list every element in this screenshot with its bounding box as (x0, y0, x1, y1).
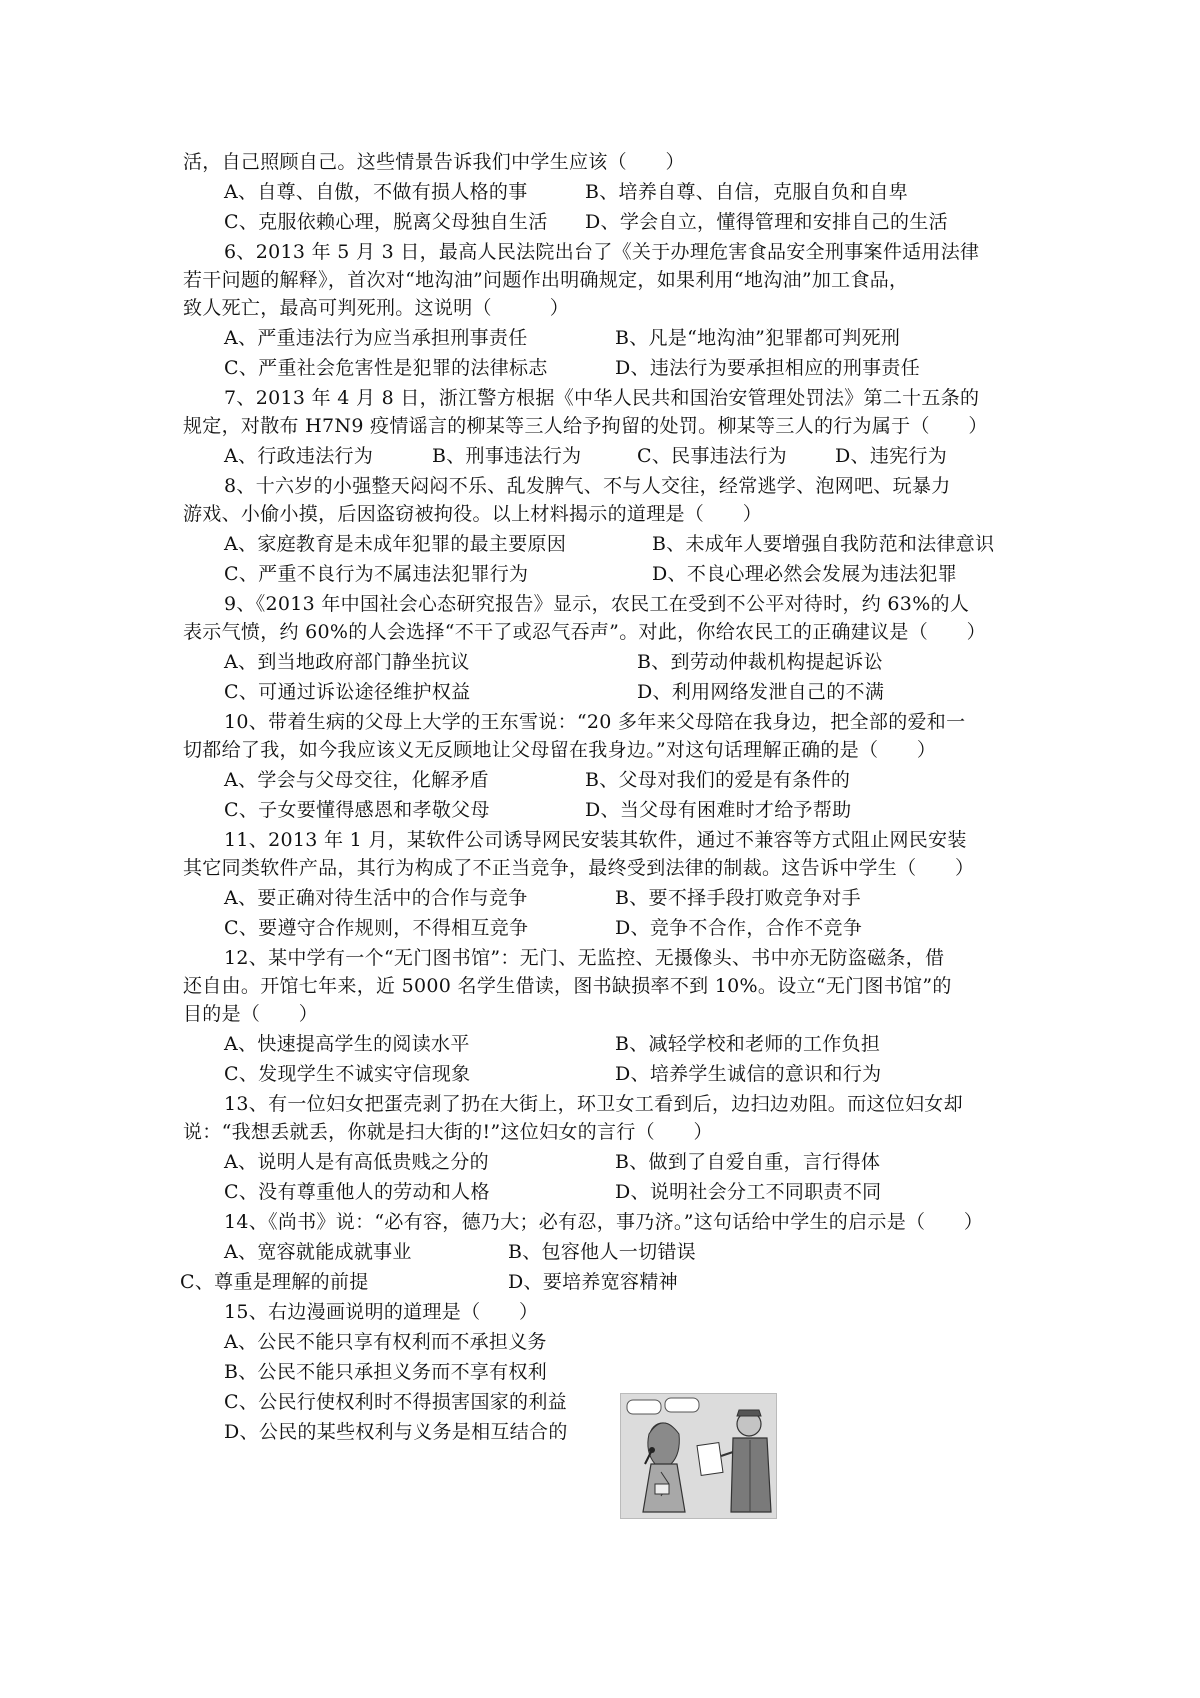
q12-option-a: A、快速提高学生的阅读水平 (224, 1033, 470, 1055)
q11-option-a: A、要正确对待生活中的合作与竞争 (224, 887, 528, 909)
q14-option-a: A、宽容就能成就事业 (224, 1241, 412, 1263)
q7-option-c: C、民事违法行为 (637, 445, 787, 467)
q9-stem-line2: 表示气愤，约 60%的人会选择“不干了或忍气吞声”。对此，你给农民工的正确建议是（ ） (183, 621, 986, 643)
q7-option-a: A、行政违法行为 (224, 445, 374, 467)
q10-option-d: D、当父母有困难时才给予帮助 (585, 799, 852, 821)
q12-option-d: D、培养学生诚信的意识和行为 (615, 1063, 882, 1085)
q13-stem-line2: 说：“我想丢就丢，你就是扫大街的!”这位妇女的言行（ ） (183, 1121, 713, 1143)
q9-option-d: D、利用网络发泄自己的不满 (637, 681, 885, 703)
q10-option-b: B、父母对我们的爱是有条件的 (585, 769, 851, 791)
q15-option-d: D、公民的某些权利与义务是相互结合的 (224, 1421, 568, 1443)
q11-option-d: D、竞争不合作，合作不竞争 (615, 917, 863, 939)
q6-option-c: C、严重社会危害性是犯罪的法律标志 (224, 357, 548, 379)
q13-option-c: C、没有尊重他人的劳动和人格 (224, 1181, 490, 1203)
q13-option-b: B、做到了自爱自重，言行得体 (615, 1151, 881, 1173)
q11-stem-line1: 11、2013 年 1 月，某软件公司诱导网民安装其软件，通过不兼容等方式阻止网民安装 (224, 829, 967, 851)
q12-option-c: C、发现学生不诚实守信现象 (224, 1063, 471, 1085)
q6-option-a: A、严重违法行为应当承担刑事责任 (224, 327, 528, 349)
q8-option-a: A、家庭教育是未成年犯罪的最主要原因 (224, 533, 567, 555)
q15-stem-line1: 15、右边漫画说明的道理是（ ） (224, 1301, 539, 1323)
q7-option-b: B、刑事违法行为 (432, 445, 582, 467)
q6-option-d: D、违法行为要承担相应的刑事责任 (615, 357, 921, 379)
q10-stem-line2: 切都给了我，如今我应该义无反顾地让父母留在我身边。”对这句话理解正确的是（ ） (183, 739, 937, 761)
q10-stem-line1: 10、带着生病的父母上大学的王东雪说：“20 多年来父母陪在我身边，把全部的爱和一 (224, 711, 966, 733)
q9-option-b: B、到劳动仲裁机构提起诉讼 (637, 651, 883, 673)
q14-option-d: D、要培养宽容精神 (508, 1271, 678, 1293)
q10-option-c: C、子女要懂得感恩和孝敬父母 (224, 799, 490, 821)
q13-stem-line1: 13、有一位妇女把蛋壳剥了扔在大街上，环卫女工看到后，边扫边劝阻。而这位妇女却 (224, 1093, 963, 1115)
q15-option-b: B、公民不能只承担义务而不享有权利 (224, 1361, 548, 1383)
q13-option-a: A、说明人是有高低贵贱之分的 (224, 1151, 489, 1173)
q12-option-b: B、减轻学校和老师的工作负担 (615, 1033, 881, 1055)
q12-stem-line2: 还自由。开馆七年来，近 5000 名学生借读，图书缺损率不到 10%。设立“无门图书馆”的 (183, 975, 952, 997)
q15-option-a: A、公民不能只享有权利而不承担义务 (224, 1331, 547, 1353)
q5-option-d: D、学会自立，懂得管理和安排自己的生活 (585, 211, 948, 233)
q11-option-c: C、要遵守合作规则，不得相互竞争 (224, 917, 529, 939)
q6-stem-line3: 致人死亡，最高可判死刑。这说明（ ） (183, 297, 570, 319)
cartoon-drawing (621, 1394, 776, 1518)
q14-stem-line1: 14、《尚书》说：“必有容，德乃大；必有忍，事乃济。”这句话给中学生的启示是（ ） (224, 1211, 984, 1233)
q9-option-c: C、可通过诉讼途径维护权益 (224, 681, 471, 703)
q5-stem-tail: 活，自己照顾自己。这些情景告诉我们中学生应该（ ） (183, 151, 685, 173)
q8-option-c: C、严重不良行为不属违法犯罪行为 (224, 563, 529, 585)
q12-stem-line1: 12、某中学有一个“无门图书馆”：无门、无监控、无摄像头、书中亦无防盗磁条，借 (224, 947, 945, 969)
q6-option-b: B、凡是“地沟油”犯罪都可判死刑 (615, 327, 901, 349)
q10-option-a: A、学会与父母交往，化解矛盾 (224, 769, 489, 791)
q5-option-a: A、自尊、自傲，不做有损人格的事 (224, 181, 528, 203)
q5-option-b: B、培养自尊、自信，克服自负和自卑 (585, 181, 909, 203)
q8-option-b: B、未成年人要增强自我防范和法律意识 (652, 533, 995, 555)
q6-stem-line2: 若干问题的解释》，首次对“地沟油”问题作出明确规定，如果利用“地沟油”加工食品， (183, 269, 909, 291)
q11-stem-line2: 其它同类软件产品，其行为构成了不正当竞争，最终受到法律的制裁。这告诉中学生（ ） (183, 857, 975, 879)
q13-option-d: D、说明社会分工不同职责不同 (615, 1181, 882, 1203)
q14-option-c: C、尊重是理解的前提 (180, 1271, 369, 1293)
q7-stem-line2: 规定，对散布 H7N9 疫情谣言的柳某等三人给予拘留的处罚。柳某等三人的行为属于（ ） (183, 415, 988, 437)
q5-option-c: C、克服依赖心理，脱离父母独自生活 (224, 211, 548, 233)
q8-stem-line1: 8、十六岁的小强整天闷闷不乐、乱发脾气、不与人交往，经常逃学、泡网吧、玩暴力 (224, 475, 951, 497)
q8-stem-line2: 游戏、小偷小摸，后因盗窃被拘役。以上材料揭示的道理是（ ） (183, 503, 763, 525)
q9-option-a: A、到当地政府部门静坐抗议 (224, 651, 470, 673)
cartoon-image (620, 1393, 777, 1519)
q15-option-c: C、公民行使权利时不得损害国家的利益 (224, 1391, 567, 1413)
q8-option-d: D、不良心理必然会发展为违法犯罪 (652, 563, 958, 585)
q7-stem-line1: 7、2013 年 4 月 8 日，浙江警方根据《中华人民共和国治安管理处罚法》第二十五条的 (224, 387, 980, 409)
q11-option-b: B、要不择手段打败竞争对手 (615, 887, 861, 909)
q7-option-d: D、违宪行为 (835, 445, 948, 467)
q6-stem-line1: 6、2013 年 5 月 3 日，最高人民法院出台了《关于办理危害食品安全刑事案件适用法律 (224, 241, 980, 263)
q12-stem-line3: 目的是（ ） (183, 1003, 319, 1025)
q14-option-b: B、包容他人一切错误 (508, 1241, 696, 1263)
q9-stem-line1: 9、《2013 年中国社会心态研究报告》显示，农民工在受到不公平对待时，约 63%的人 (224, 593, 970, 615)
